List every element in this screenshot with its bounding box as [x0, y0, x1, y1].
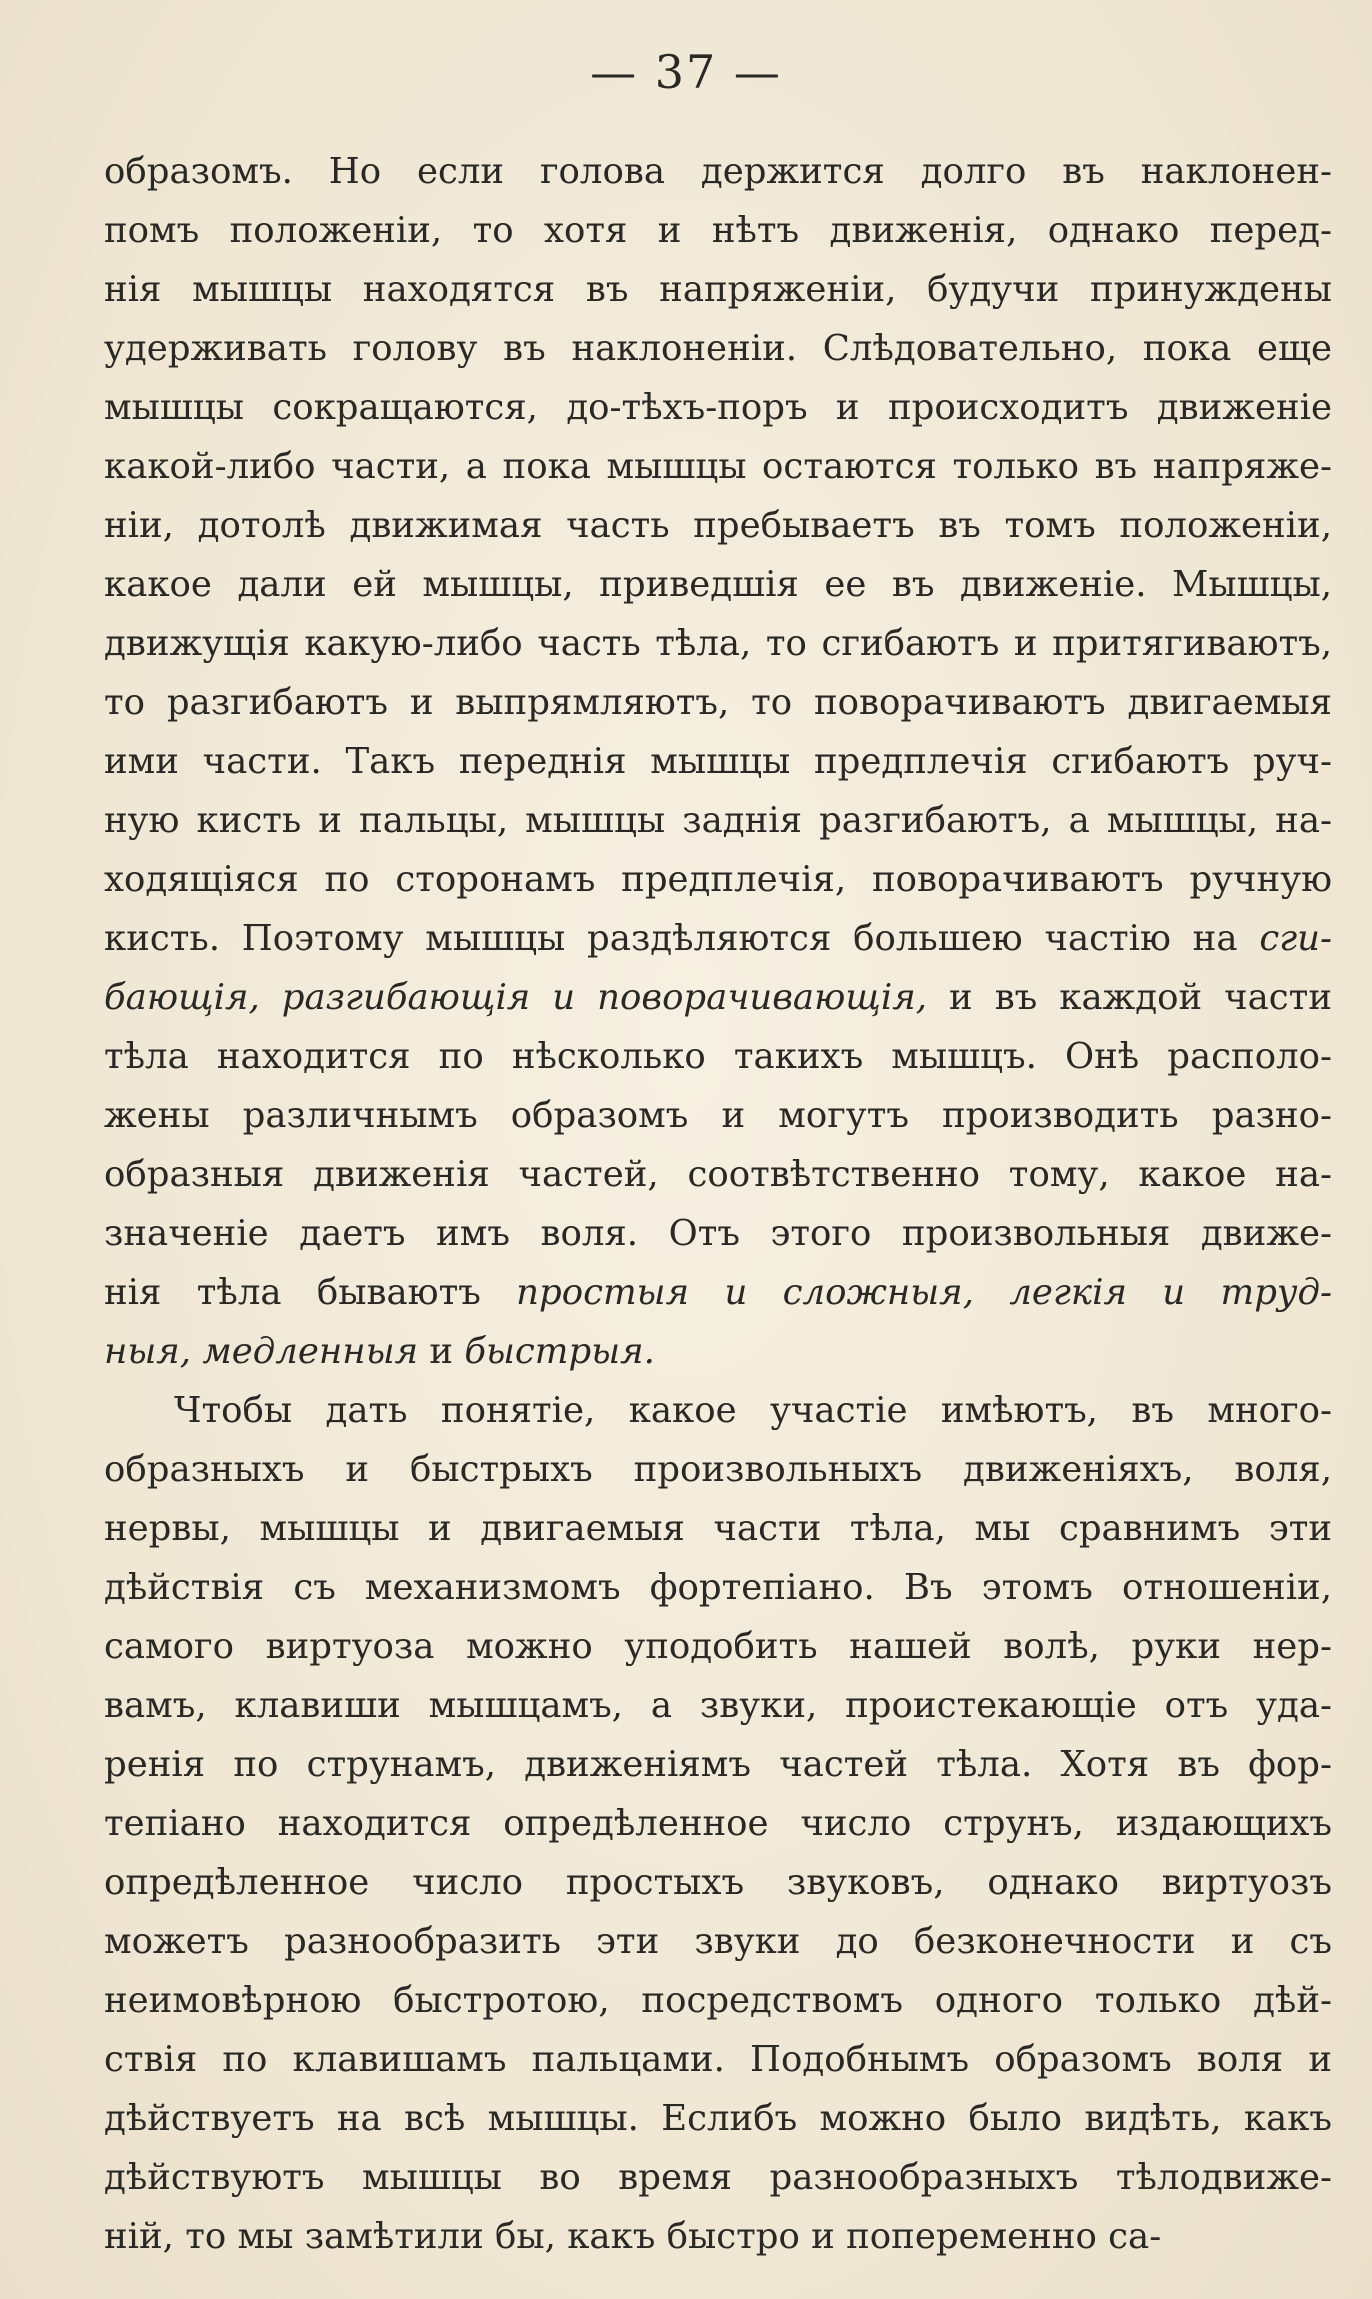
text-line [104, 260, 1332, 319]
text-span: ную кисть и пальцы, мышцы заднія разгибаютъ, а мышцы, на- [104, 800, 1332, 841]
text-line [104, 968, 1332, 1027]
text-line [104, 2030, 1332, 2089]
text-line [104, 1204, 1332, 1263]
text-span: мышцы сокращаются, до-тѣхъ-поръ и происходитъ движеніе [104, 387, 1332, 428]
text-span: помъ положеніи, то хотя и нѣтъ движенія, однако перед- [104, 210, 1332, 251]
text-line [104, 1912, 1332, 1971]
text-line [104, 791, 1332, 850]
text-line [104, 1086, 1332, 1145]
italic-text: сги- [1259, 918, 1332, 959]
text-span: ніи, дотолѣ движимая часть пребываетъ въ томъ положеніи, [104, 505, 1332, 546]
text-line [104, 1145, 1332, 1204]
text-span: движущія какую-либо часть тѣла, то сгибаютъ и притягиваютъ, [104, 623, 1332, 664]
text-line [104, 496, 1332, 555]
text-span: можетъ разнообразить эти звуки до безконечности и съ [104, 1921, 1332, 1962]
page-number: — 37 — [590, 45, 782, 99]
text-span: какое дали ей мышцы, приведшія ее въ движеніе. Мышцы, [104, 564, 1332, 605]
text-line [104, 2148, 1332, 2207]
text-line [104, 1381, 1332, 1440]
italic-text: ныя, медленныя [104, 1331, 419, 1372]
text-span: нія мышцы находятся въ напряженіи, будучи принуждены [104, 269, 1332, 310]
text-span: ствія по клавишамъ пальцами. Подобнымъ образомъ воля и [104, 2039, 1332, 2080]
text-span: ходящіяся по сторонамъ предплечія, поворачиваютъ ручную [104, 859, 1332, 900]
text-line [104, 2207, 1332, 2266]
text-span: какой-либо части, а пока мышцы остаются только въ напряже- [104, 446, 1332, 487]
text-span: ими части. Такъ переднія мышцы предплечія сгибаютъ руч- [104, 741, 1332, 782]
text-span: тепіано находится опредѣленное число струнъ, издающихъ [104, 1803, 1332, 1844]
text-line [104, 1263, 1332, 1322]
text-line [104, 1558, 1332, 1617]
text-line [104, 1322, 1332, 1381]
text-line [104, 1676, 1332, 1735]
text-span: ній, то мы замѣтили бы, какъ быстро и попеременно са- [104, 2216, 1162, 2257]
text-span: Чтобы дать понятіе, какое участіе имѣютъ, въ много- [174, 1390, 1332, 1431]
text-line [104, 673, 1332, 732]
text-line [104, 378, 1332, 437]
text-span: нія тѣла бываютъ [104, 1272, 517, 1313]
text-line [104, 909, 1332, 968]
text-line [104, 1735, 1332, 1794]
text-span: удерживать голову въ наклоненіи. Слѣдовательно, пока еще [104, 328, 1332, 369]
text-span: самого виртуоза можно уподобить нашей волѣ, руки нер- [104, 1626, 1332, 1667]
text-span: и [418, 1331, 465, 1372]
text-line [104, 850, 1332, 909]
text-line [104, 2089, 1332, 2148]
text-line [104, 201, 1332, 260]
text-span: жены различнымъ образомъ и могутъ производить разно- [104, 1095, 1332, 1136]
text-line [104, 319, 1332, 378]
italic-text: бающія, разгибающія и поворачивающія, [104, 977, 928, 1018]
body-text [104, 142, 1332, 2266]
text-line [104, 1440, 1332, 1499]
text-span: образныя движенія частей, соотвѣтственно тому, какое на- [104, 1154, 1332, 1195]
italic-text: быстрыя. [464, 1331, 655, 1372]
text-line [104, 1853, 1332, 1912]
text-line [104, 1027, 1332, 1086]
text-span: и въ каждой части [927, 977, 1332, 1018]
paragraph [104, 1381, 1332, 2266]
text-span: тѣла находится по нѣсколько такихъ мышцъ. Онѣ располо- [104, 1036, 1332, 1077]
text-span: вамъ, клавиши мышцамъ, а звуки, проистекающіе отъ уда- [104, 1685, 1332, 1726]
text-span: образныхъ и быстрыхъ произвольныхъ движеніяхъ, воля, [104, 1449, 1332, 1490]
text-span: то разгибаютъ и выпрямляютъ, то поворачиваютъ двигаемыя [104, 682, 1332, 723]
text-line [104, 555, 1332, 614]
text-span: опредѣленное число простыхъ звуковъ, однако виртуозъ [104, 1862, 1332, 1903]
text-span: значеніе даетъ имъ воля. Отъ этого произвольныя движе- [104, 1213, 1332, 1254]
text-span: неимовѣрною быстротою, посредствомъ одного только дѣй- [104, 1980, 1332, 2021]
text-span: ренія по струнамъ, движеніямъ частей тѣла. Хотя въ фор- [104, 1744, 1332, 1785]
text-line [104, 1794, 1332, 1853]
text-line [104, 614, 1332, 673]
text-line [104, 142, 1332, 201]
text-line [104, 1499, 1332, 1558]
text-line [104, 732, 1332, 791]
paragraph [104, 142, 1332, 1381]
text-span: дѣйствія съ механизмомъ фортепіано. Въ этомъ отношеніи, [104, 1567, 1332, 1608]
text-span: нервы, мышцы и двигаемыя части тѣла, мы сравнимъ эти [104, 1508, 1332, 1549]
text-line [104, 437, 1332, 496]
text-line [104, 1617, 1332, 1676]
text-span: образомъ. Но если голова держится долго въ наклонен- [104, 151, 1332, 192]
text-span: дѣйствуютъ мышцы во время разнообразныхъ тѣлодвиже- [104, 2157, 1332, 2198]
text-span: дѣйствуетъ на всѣ мышцы. Еслибъ можно было видѣть, какъ [104, 2098, 1332, 2139]
text-line [104, 1971, 1332, 2030]
italic-text: простыя и сложныя, легкія и труд- [516, 1272, 1332, 1313]
text-span: кисть. Поэтому мышцы раздѣляются большею частію на [104, 918, 1260, 959]
